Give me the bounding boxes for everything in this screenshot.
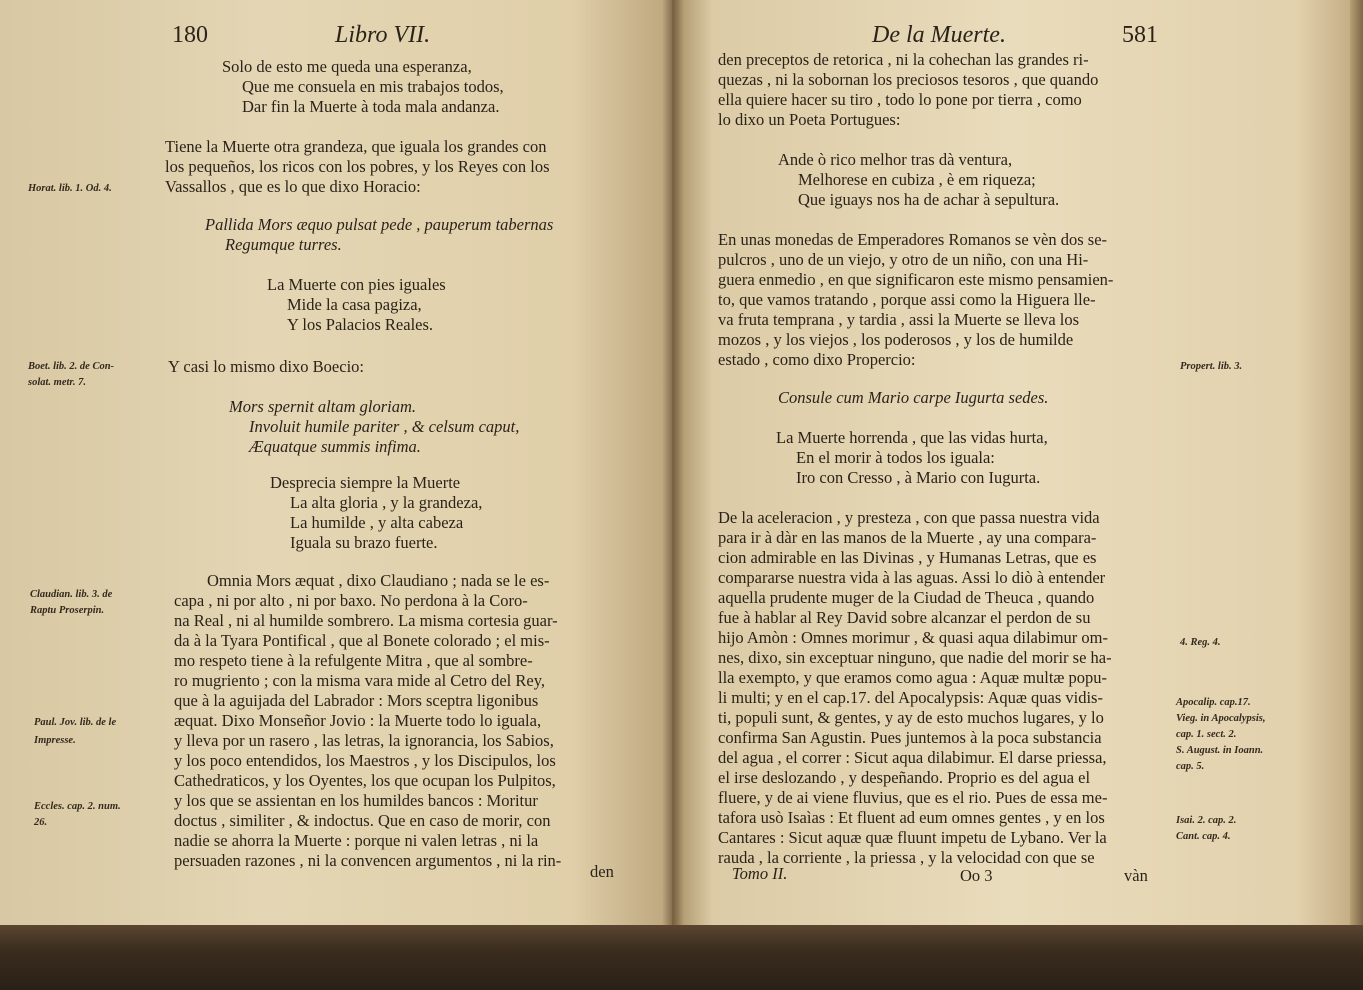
margin-note: Paul. Jov. lib. de le xyxy=(34,717,117,728)
text-line: Tiene la Muerte otra grandeza, que iguala los grandes con xyxy=(165,137,547,156)
right-running-head: De la Muerte. xyxy=(872,22,1006,48)
text-line: el irse deslozando , y despeñando. Proprio es del agua el xyxy=(718,768,1091,787)
text-line: De la aceleracion , y presteza , con que passa nuestra vida xyxy=(718,508,1100,527)
margin-note: Raptu Proserpin. xyxy=(30,605,105,616)
text-line: para ir à dàr en las manos de la Muerte , ay una compara- xyxy=(718,528,1097,547)
text-line: Mide la casa pagiza, xyxy=(287,295,422,314)
right-catchword: vàn xyxy=(1124,866,1148,885)
left-folio: 180 xyxy=(172,22,208,48)
text-line: ella quiere hacer su tiro , todo lo pone por tierra , como xyxy=(718,90,1082,109)
margin-note: Cant. cap. 4. xyxy=(1176,831,1231,842)
text-line: Y casi lo mismo dixo Boecio: xyxy=(168,357,364,376)
text-line: li multi; y en el cap.17. del Apocalypsis: Aquæ quas vidis- xyxy=(718,688,1103,707)
text-line: hijo Amòn : Omnes morimur , & quasi aqua dilabimur om- xyxy=(718,628,1108,647)
text-line: rauda , la corriente , la priessa , y la velocidad con que se xyxy=(718,848,1095,867)
right-page xyxy=(672,0,1352,930)
text-line: da à la Tyara Pontifical , que al Bonete colorado ; el mis- xyxy=(174,631,550,650)
margin-note: solat. metr. 7. xyxy=(28,377,87,388)
text-line: Iguala su brazo fuerte. xyxy=(290,533,438,552)
text-line: ro mugriento ; con la misma vara mide al Cetro del Rey, xyxy=(174,671,545,690)
margin-note: Horat. lib. 1. Od. 4. xyxy=(28,183,112,194)
signature-mark: Oo 3 xyxy=(960,866,993,885)
text-line: Melhorese en cubiza , è em riqueza; xyxy=(798,170,1036,189)
text-line: Regumque turres. xyxy=(225,235,342,254)
text-line: pulcros , uno de un viejo, y otro de un niño, con una Hi- xyxy=(718,250,1089,269)
text-line: La Muerte horrenda , que las vidas hurta, xyxy=(776,428,1048,447)
margin-note: Propert. lib. 3. xyxy=(1180,361,1243,372)
text-line: Mors spernit altam gloriam. xyxy=(229,397,417,416)
margin-note: 26. xyxy=(34,817,48,828)
text-line: En el morir à todos los iguala: xyxy=(796,448,995,467)
text-line: cion admirable en las Divinas , y Humanas Letras, que es xyxy=(718,548,1097,567)
text-line: que à la aguijada del Labrador : Mors sceptra ligonibus xyxy=(174,691,539,710)
text-line: lo dixo un Poeta Portugues: xyxy=(718,110,901,129)
text-line: Solo de esto me queda una esperanza, xyxy=(222,57,472,76)
gutter-shadow xyxy=(662,0,684,930)
text-line: nes, dixo, sin exceptuar ninguno, que nadie del morir se ha- xyxy=(718,648,1112,667)
text-line: persuaden razones , ni la convencen argumentos , ni la rin- xyxy=(174,851,562,870)
text-line: Que iguays nos ha de achar à sepultura. xyxy=(798,190,1060,209)
margin-note: Eccles. cap. 2. num. xyxy=(34,801,121,812)
text-line: Consule cum Mario carpe Iugurta sedes. xyxy=(778,388,1049,407)
text-line: to, que vamos tratando , porque assi como la Higuera lle- xyxy=(718,290,1096,309)
text-line: y los poco entendidos, los Maestros , y los Discipulos, los xyxy=(174,751,556,770)
text-line: del agua , el correr : Sicut aqua dilabimur. El darse priessa, xyxy=(718,748,1107,767)
text-line: fue à hablar al Rey David sobre alcanzar el perdon de su xyxy=(718,608,1091,627)
text-line: Iro con Cresso , à Mario con Iugurta. xyxy=(796,468,1041,487)
margin-note: Impresse. xyxy=(34,735,76,746)
margin-note: Boet. lib. 2. de Con- xyxy=(28,361,115,372)
footer-volume: Tomo II. xyxy=(732,864,788,883)
text-line: va fruta temprana , y tardia , assi la Muerte se lleva los xyxy=(718,310,1080,329)
text-line: tafora usò Isaìas : Et fluent ad eum omnes gentes , y en los xyxy=(718,808,1105,827)
text-line: guera enmedio , en que significaron este mismo pensamien- xyxy=(718,270,1114,289)
page-edge xyxy=(1350,0,1363,930)
text-line: y lleva por un rasero , las letras, la ignorancia, los Sabios, xyxy=(174,731,554,750)
text-line: Y los Palacios Reales. xyxy=(287,315,434,334)
left-running-head: Libro VII. xyxy=(335,22,431,48)
text-line: y los que se assientan en los humildes bancos : Moritur xyxy=(174,791,538,810)
text-line: Omnia Mors æquat , dixo Claudiano ; nada se le es- xyxy=(207,571,550,590)
text-line: Cathedraticos, y los Oyentes, los que ocupan los Pulpitos, xyxy=(174,771,556,790)
text-line: Æquatque summis infima. xyxy=(249,437,421,456)
text-line: aquella prudente muger de la Ciudad de Theuca , quando xyxy=(718,588,1095,607)
margin-note: cap. 1. sect. 2. xyxy=(1176,729,1237,740)
text-line: æquat. Dixo Monseñor Jovio : la Muerte todo lo iguala, xyxy=(174,711,542,730)
margin-note: cap. 5. xyxy=(1176,761,1205,772)
right-folio: 581 xyxy=(1122,22,1158,48)
text-line: den preceptos de retorica , ni la cohechan las grandes ri- xyxy=(718,50,1089,69)
text-line: doctus , similiter , & indoctus. Que en caso de morir, con xyxy=(174,811,551,830)
text-line: Desprecia siempre la Muerte xyxy=(270,473,461,492)
margin-note: 4. Reg. 4. xyxy=(1180,637,1221,648)
text-line: estado , como dixo Propercio: xyxy=(718,350,916,369)
text-line: quezas , ni la sobornan los preciosos tesoros , que quando xyxy=(718,70,1099,89)
margin-note: Apocalip. cap.17. xyxy=(1176,697,1251,708)
text-line: Involuit humile pariter , & celsum caput, xyxy=(249,417,520,436)
text-line: confirma San Agustin. Pues juntemos à la poca substancia xyxy=(718,728,1102,747)
left-catchword: den xyxy=(590,862,614,881)
text-line: Pallida Mors æquo pulsat pede , pauperum tabernas xyxy=(205,215,554,234)
text-line: mozos , y los viejos , los poderosos , y los de humilde xyxy=(718,330,1074,349)
text-line: na Real , ni al humilde sombrero. La misma cortesia guar- xyxy=(174,611,558,630)
text-line: Ande ò rico melhor tras dà ventura, xyxy=(778,150,1013,169)
margin-note: S. August. in Ioann. xyxy=(1176,745,1264,756)
text-line: En unas monedas de Emperadores Romanos se vèn dos se- xyxy=(718,230,1108,249)
text-line: lla exempto, y que eramos como agua : Aquæ multæ popu- xyxy=(718,668,1108,687)
text-line: compararse nuestra vida à las aguas. Assi lo diò à entender xyxy=(718,568,1106,587)
text-line: los pequeños, los ricos con los pobres, y los Reyes con los xyxy=(165,157,550,176)
text-line: La alta gloria , y la grandeza, xyxy=(290,493,483,512)
text-line: Que me consuela en mis trabajos todos, xyxy=(242,77,504,96)
text-line: fluere, y de ai viene fluvius, que es el rio. Pues de essa me- xyxy=(718,788,1108,807)
margin-note: Isai. 2. cap. 2. xyxy=(1176,815,1237,826)
margin-note: Vieg. in Apocalypsis, xyxy=(1176,713,1266,724)
text-line: Dar fin la Muerte à toda mala andanza. xyxy=(242,97,500,116)
text-line: mo respeto tiene à la refulgente Mitra , que al sombre- xyxy=(174,651,533,670)
text-line: nadie se ahorra la Muerte : porque ni valen letras , ni la xyxy=(174,831,539,850)
text-line: Vassallos , que es lo que dixo Horacio: xyxy=(165,177,421,196)
text-line: La humilde , y alta cabeza xyxy=(290,513,464,532)
text-line: Cantares : Sicut aquæ quæ fluunt impetu de Lybano. Ver la xyxy=(718,828,1107,847)
table-surface xyxy=(0,925,1363,990)
text-line: ti, populi sunt, & gentes, y ay de esto muchos lugares, y lo xyxy=(718,708,1104,727)
text-line: La Muerte con pies iguales xyxy=(267,275,446,294)
text-line: capa , ni por alto , ni por baxo. No perdona à la Coro- xyxy=(174,591,528,610)
margin-note: Claudian. lib. 3. de xyxy=(30,589,113,600)
left-page xyxy=(0,0,672,930)
